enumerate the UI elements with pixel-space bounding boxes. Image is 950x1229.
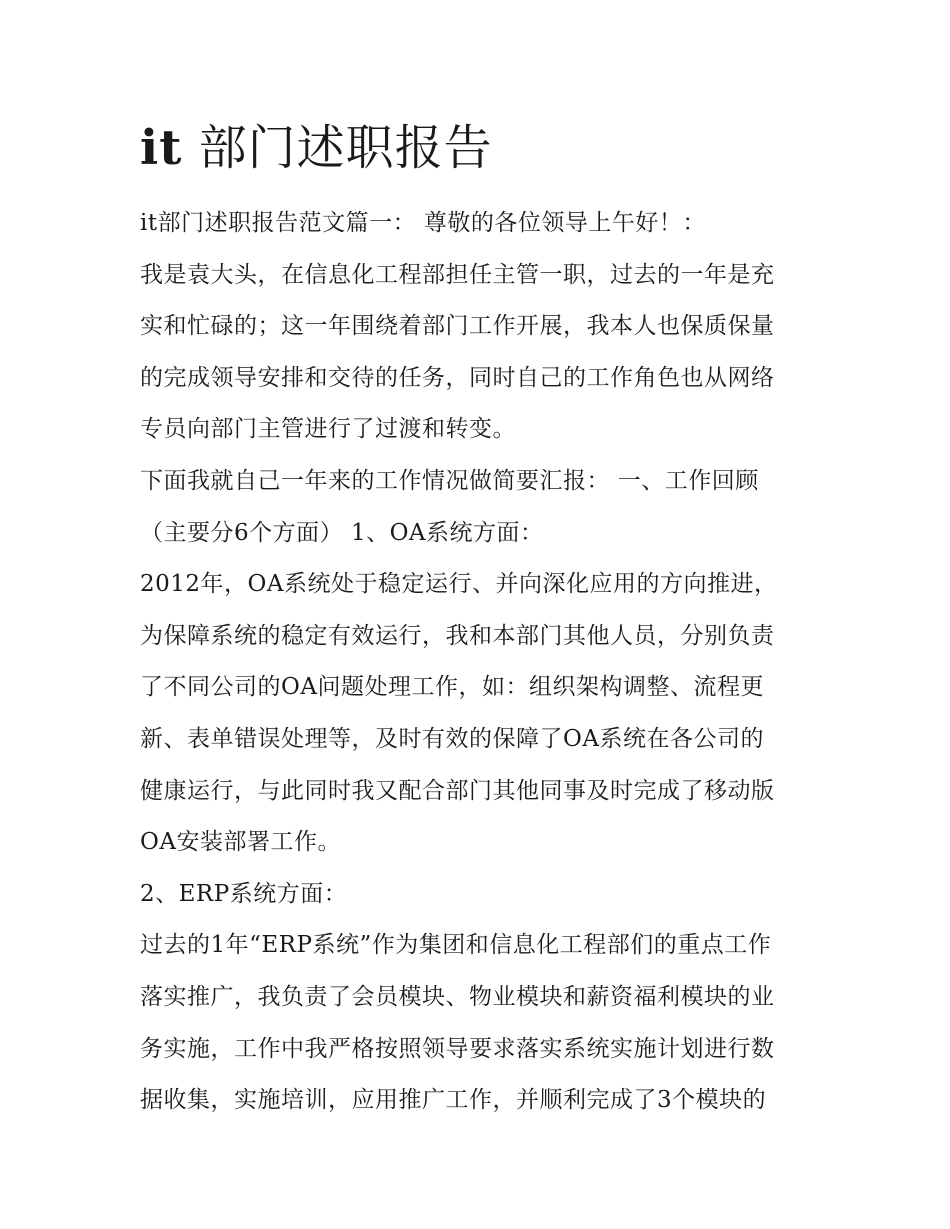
- body-line: 落实推广，我负责了会员模块、物业模块和薪资福利模块的业: [140, 983, 775, 1010]
- document-body: [140, 198, 820, 1127]
- body-line: 我是袁大头，在信息化工程部担任主管一职，过去的一年是充: [140, 261, 775, 288]
- body-line: 新、表单错误处理等，及时有效的保障了OA系统在各公司的: [140, 725, 764, 752]
- body-line: 为保障系统的稳定有效运行，我和本部门其他人员，分别负责: [140, 622, 775, 649]
- body-line: 实和忙碌的；这一年围绕着部门工作开展，我本人也保质保量: [140, 313, 775, 340]
- body-line: it部门述职报告范文篇一： 尊敬的各位领导上午好！：: [140, 210, 706, 236]
- document-page: [140, 112, 820, 1127]
- body-line: （主要分6个方面） 1、OA系统方面：: [140, 519, 544, 546]
- body-line: 专员向部门主管进行了过渡和转变。: [140, 416, 516, 443]
- body-line: 2、ERP系统方面：: [140, 880, 348, 907]
- title-text: 部门述职报告: [198, 120, 493, 176]
- body-line: OA安装部署工作。: [140, 829, 341, 856]
- title-prefix: it: [140, 120, 183, 176]
- body-line: 了不同公司的OA问题处理工作，如：组织架构调整、流程更: [140, 674, 764, 701]
- body-line: 2012年，OA系统处于稳定运行、并向深化应用的方向推进，: [140, 571, 778, 598]
- document-title: [140, 112, 820, 184]
- body-line: 务实施，工作中我严格按照领导要求落实系统实施计划进行数: [140, 1035, 775, 1062]
- body-line: 健康运行，与此同时我又配合部门其他同事及时完成了移动版: [140, 777, 775, 804]
- body-line: 据收集，实施培训，应用推广工作，并顺利完成了3个模块的: [140, 1087, 767, 1114]
- body-line: 过去的1年“ERP系统”作为集团和信息化工程部们的重点工作: [140, 932, 772, 959]
- body-line: 下面我就自己一年来的工作情况做简要汇报： 一、工作回顾: [140, 467, 759, 494]
- body-line: 的完成领导安排和交待的任务，同时自己的工作角色也从网络: [140, 364, 775, 391]
